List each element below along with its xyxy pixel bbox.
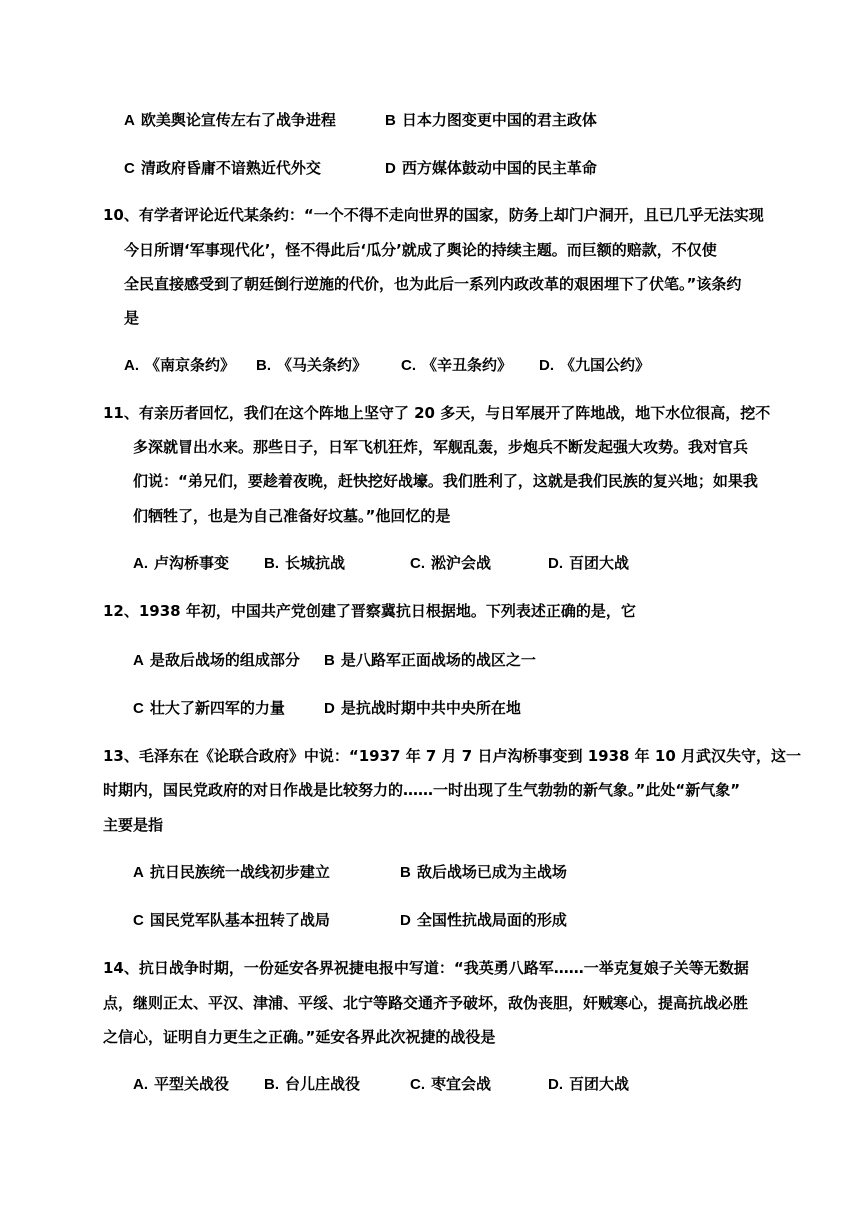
- q12-option-a: [133, 650, 300, 671]
- q13-stem-line: 时期内，国民党政府的对日作战是比较努力的……一时出现了生气勃勃的新气象。”此处“新气象”: [103, 781, 741, 799]
- q13-option-b: [400, 862, 567, 883]
- q11-stem-line: 多深就冒出水来。那些日子，日军飞机狂炸，军舰乱轰，步炮兵不断发起强大攻势。我对官兵: [133, 438, 749, 456]
- q12-option-c: [133, 698, 285, 719]
- q10-stem-line: 是: [124, 309, 140, 327]
- q14-option-a: [133, 1074, 229, 1095]
- option-letter: B.: [256, 357, 271, 374]
- q14-stem-line: 点，继则正太、平汉、津浦、平绥、北宁等路交通齐予破坏，敌伪丧胆，奸贼寒心，提高抗战必胜: [103, 994, 749, 1012]
- q10-stem-line: 10、有学者评论近代某条约：“一个不得不走向世界的国家，防务上却门户洞开，且已几乎无法实现: [103, 206, 764, 224]
- option-text: 清政府昏庸不谙熟近代外交: [140, 159, 321, 177]
- q10-option-c: [401, 355, 512, 376]
- option-letter: A.: [124, 357, 139, 374]
- option-text: 敌后战场已成为主战场: [416, 863, 567, 881]
- q13-option-a: [133, 862, 330, 883]
- option-text: 卢沟桥事变: [154, 554, 230, 572]
- option-text: 《南京条约》: [145, 356, 236, 374]
- option-letter: C.: [410, 555, 425, 572]
- q14-option-d: [548, 1074, 629, 1095]
- q12-stem-line: 12、1938 年初，中国共产党创建了晋察冀抗日根据地。下列表述正确的是，它: [103, 602, 636, 620]
- option-letter: A: [133, 864, 144, 881]
- option-text: 《九国公约》: [560, 356, 651, 374]
- option-text: 日本力图变更中国的君主政体: [401, 111, 597, 129]
- q13-stem-line: 主要是指: [103, 816, 164, 834]
- q9-option-a: [124, 110, 336, 131]
- option-text: 是敌后战场的组成部分: [149, 651, 300, 669]
- option-letter: A: [133, 652, 144, 669]
- option-letter: A: [124, 112, 135, 129]
- q14-option-b: [264, 1074, 360, 1095]
- option-text: 《辛丑条约》: [422, 356, 513, 374]
- q10-stem-line: 全民直接感受到了朝廷倒行逆施的代价，也为此后一系列内政改革的艰困埋下了伏笔。”该条约: [124, 275, 742, 293]
- option-text: 平型关战役: [154, 1075, 230, 1093]
- option-text: 台儿庄战役: [285, 1075, 361, 1093]
- option-letter: C: [133, 912, 144, 929]
- option-letter: B: [400, 864, 411, 881]
- option-text: 百团大战: [569, 554, 630, 572]
- q11-stem-line: 11、有亲历者回忆，我们在这个阵地上坚守了 20 多天，与日军展开了阵地战，地下水位很高，挖不: [103, 404, 771, 422]
- option-letter: D: [385, 160, 396, 177]
- q11-option-c: [410, 553, 491, 574]
- q10-option-b: [256, 355, 367, 376]
- option-letter: D: [324, 700, 335, 717]
- option-letter: D: [400, 912, 411, 929]
- option-text: 西方媒体鼓动中国的民主革命: [401, 159, 597, 177]
- option-text: 淞沪会战: [431, 554, 492, 572]
- q11-stem-line: 们说：“弟兄们，要趁着夜晚，赶快挖好战壕。我们胜利了，这就是我们民族的复兴地；如果我: [133, 472, 758, 490]
- option-text: 枣宜会战: [431, 1075, 492, 1093]
- option-letter: A.: [133, 555, 148, 572]
- q11-option-d: [548, 553, 629, 574]
- option-letter: B: [324, 652, 335, 669]
- option-text: 是八路军正面战场的战区之一: [340, 651, 536, 669]
- q9-option-d: [385, 158, 597, 179]
- option-letter: D.: [539, 357, 554, 374]
- q14-stem-line: 之信心，证明自力更生之正确。”延安各界此次祝捷的战役是: [103, 1028, 496, 1046]
- option-letter: D.: [548, 1076, 563, 1093]
- option-text: 欧美舆论宣传左右了战争进程: [140, 111, 336, 129]
- option-letter: C: [124, 160, 135, 177]
- option-text: 抗日民族统一战线初步建立: [149, 863, 330, 881]
- q12-option-d: [324, 698, 521, 719]
- q10-stem-line: 今日所谓‘军事现代化’，怪不得此后‘瓜分’就成了舆论的持续主题。而巨额的赔款，不仅使: [124, 241, 717, 259]
- option-text: 百团大战: [569, 1075, 630, 1093]
- q11-stem-line: 们牺牲了，也是为自己准备好坟墓。”他回忆的是: [133, 507, 451, 525]
- option-letter: A.: [133, 1076, 148, 1093]
- option-text: 国民党军队基本扭转了战局: [149, 911, 330, 929]
- q9-option-c: [124, 158, 321, 179]
- q9-option-b: [385, 110, 597, 131]
- option-text: 《马关条约》: [277, 356, 368, 374]
- q12-option-b: [324, 650, 536, 671]
- option-letter: C: [133, 700, 144, 717]
- q13-stem-line: 13、毛泽东在《论联合政府》中说：“1937 年 7 月 7 日卢沟桥事变到 1938 年 10 月武汉失守，这一: [103, 747, 801, 765]
- option-letter: B: [385, 112, 396, 129]
- option-letter: C.: [410, 1076, 425, 1093]
- q13-option-c: [133, 910, 330, 931]
- option-letter: C.: [401, 357, 416, 374]
- option-letter: B.: [264, 1076, 279, 1093]
- option-text: 长城抗战: [285, 554, 346, 572]
- option-text: 全国性抗战局面的形成: [416, 911, 567, 929]
- q13-option-d: [400, 910, 567, 931]
- q14-option-c: [410, 1074, 491, 1095]
- q10-option-a: [124, 355, 235, 376]
- option-letter: B.: [264, 555, 279, 572]
- q14-stem-line: 14、抗日战争时期，一份延安各界祝捷电报中写道：“我英勇八路军……一举克复娘子关等无数据: [103, 959, 749, 977]
- q10-option-d: [539, 355, 650, 376]
- q11-option-a: [133, 553, 229, 574]
- q11-option-b: [264, 553, 345, 574]
- option-text: 壮大了新四军的力量: [149, 699, 285, 717]
- option-letter: D.: [548, 555, 563, 572]
- option-text: 是抗战时期中共中央所在地: [340, 699, 521, 717]
